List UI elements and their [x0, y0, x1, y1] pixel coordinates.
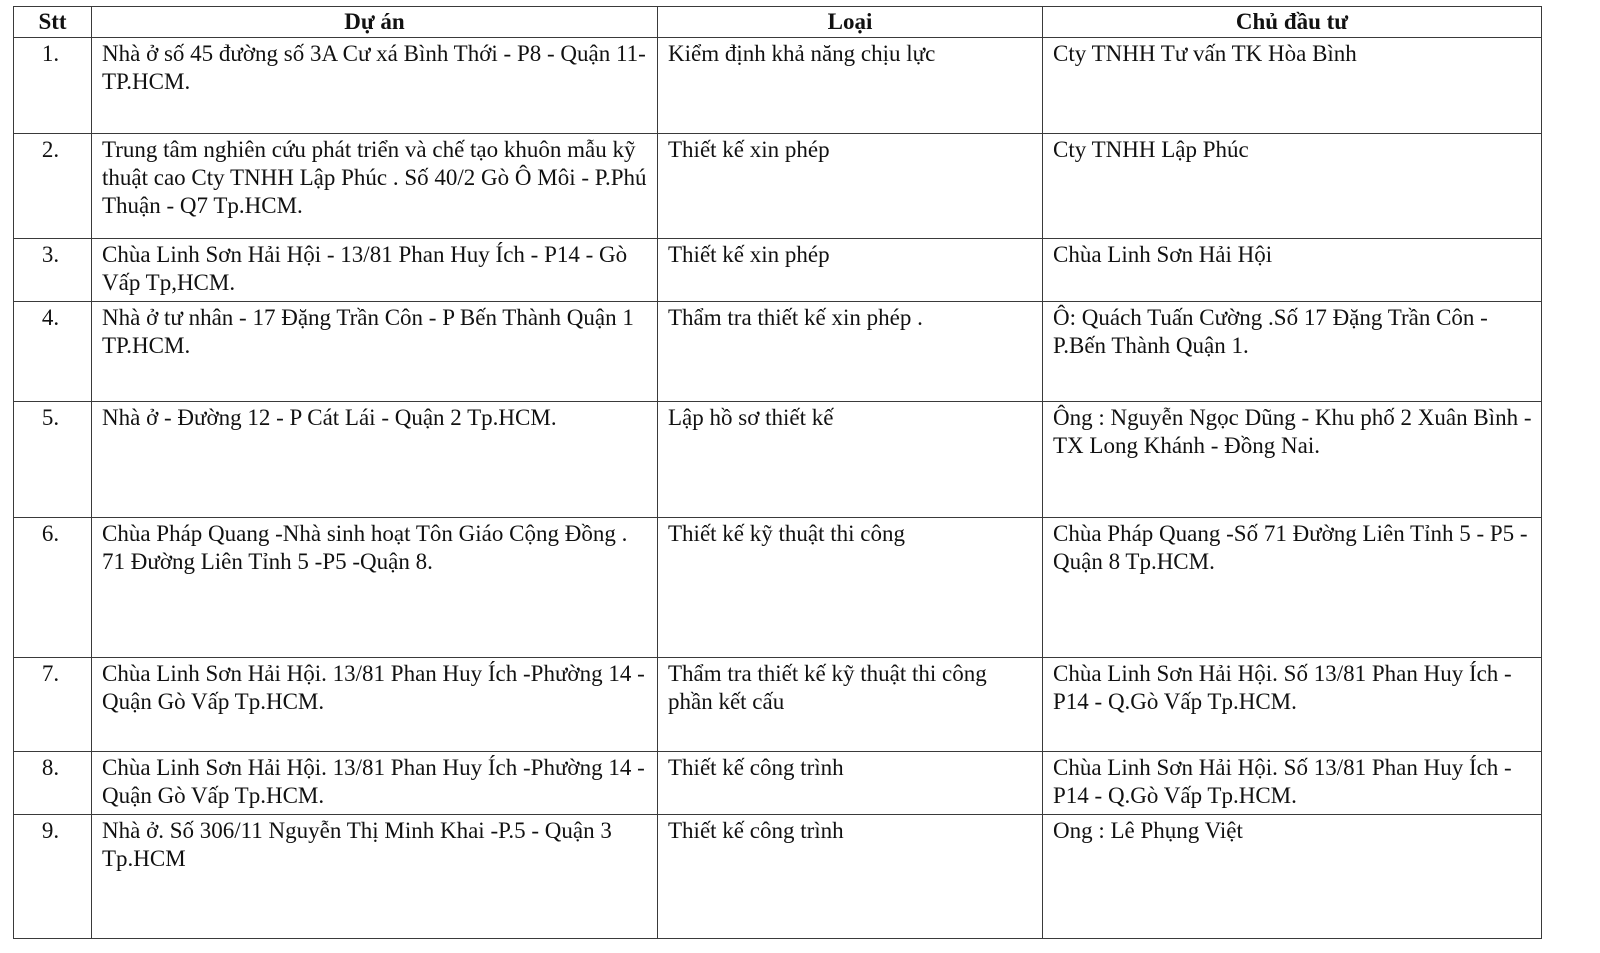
header-du-an: Dự án: [92, 7, 658, 38]
cell-chu-dau-tu: Chùa Pháp Quang -Số 71 Đường Liên Tỉnh 5 - P5 - Quận 8 Tp.HCM.: [1043, 518, 1542, 658]
cell-du-an: Chùa Linh Sơn Hải Hội. 13/81 Phan Huy Ích -Phường 14 - Quận Gò Vấp Tp.HCM.: [92, 752, 658, 815]
table-row: [14, 752, 1542, 815]
cell-chu-dau-tu: Chùa Linh Sơn Hải Hội. Số 13/81 Phan Huy Ích - P14 - Q.Gò Vấp Tp.HCM.: [1043, 658, 1542, 752]
cell-du-an: Nhà ở - Đường 12 - P Cát Lái - Quận 2 Tp.HCM.: [92, 402, 658, 518]
cell-stt: 3.: [14, 239, 92, 302]
cell-loai: Thẩm tra thiết kế xin phép .: [658, 302, 1043, 402]
table-row: [14, 402, 1542, 518]
table-row: [14, 38, 1542, 134]
cell-chu-dau-tu: Chùa Linh Sơn Hải Hội. Số 13/81 Phan Huy Ích - P14 - Q.Gò Vấp Tp.HCM.: [1043, 752, 1542, 815]
projects-table: [13, 6, 1542, 939]
cell-stt: 4.: [14, 302, 92, 402]
cell-chu-dau-tu: Cty TNHH Lập Phúc: [1043, 134, 1542, 239]
cell-du-an: Chùa Pháp Quang -Nhà sinh hoạt Tôn Giáo Cộng Đồng . 71 Đường Liên Tỉnh 5 -P5 -Quận 8.: [92, 518, 658, 658]
cell-stt: 6.: [14, 518, 92, 658]
cell-chu-dau-tu: Cty TNHH Tư vấn TK Hòa Bình: [1043, 38, 1542, 134]
table-header-row: [14, 7, 1542, 38]
table-row: [14, 815, 1542, 939]
cell-du-an: Chùa Linh Sơn Hải Hội - 13/81 Phan Huy Ích - P14 - Gò Vấp Tp,HCM.: [92, 239, 658, 302]
cell-loai: Thiết kế xin phép: [658, 134, 1043, 239]
header-stt: Stt: [14, 7, 92, 38]
cell-du-an: Chùa Linh Sơn Hải Hội. 13/81 Phan Huy Ích -Phường 14 - Quận Gò Vấp Tp.HCM.: [92, 658, 658, 752]
cell-chu-dau-tu: Ô: Quách Tuấn Cường .Số 17 Đặng Trần Côn - P.Bến Thành Quận 1.: [1043, 302, 1542, 402]
table-row: [14, 239, 1542, 302]
table-row: [14, 658, 1542, 752]
cell-stt: 2.: [14, 134, 92, 239]
cell-loai: Kiểm định khả năng chịu lực: [658, 38, 1043, 134]
table-row: [14, 518, 1542, 658]
cell-loai: Thiết kế công trình: [658, 815, 1043, 939]
cell-stt: 5.: [14, 402, 92, 518]
cell-stt: 8.: [14, 752, 92, 815]
cell-du-an: Nhà ở số 45 đường số 3A Cư xá Bình Thới - P8 - Quận 11- TP.HCM.: [92, 38, 658, 134]
cell-stt: 7.: [14, 658, 92, 752]
cell-chu-dau-tu: Chùa Linh Sơn Hải Hội: [1043, 239, 1542, 302]
cell-stt: 1.: [14, 38, 92, 134]
table-row: [14, 134, 1542, 239]
table-row: [14, 302, 1542, 402]
cell-loai: Thiết kế kỹ thuật thi công: [658, 518, 1043, 658]
cell-chu-dau-tu: Ong : Lê Phụng Việt: [1043, 815, 1542, 939]
cell-du-an: Trung tâm nghiên cứu phát triển và chế tạo khuôn mẫu kỹ thuật cao Cty TNHH Lập Phúc . Số 40/2 Gò Ô Môi - P.Phú Thuận - Q7 Tp.HCM.: [92, 134, 658, 239]
cell-loai: Thẩm tra thiết kế kỹ thuật thi công phần kết cấu: [658, 658, 1043, 752]
header-loai: Loại: [658, 7, 1043, 38]
cell-loai: Thiết kế công trình: [658, 752, 1043, 815]
cell-du-an: Nhà ở tư nhân - 17 Đặng Trần Côn - P Bến Thành Quận 1 TP.HCM.: [92, 302, 658, 402]
header-chu-dau-tu: Chủ đầu tư: [1043, 7, 1542, 38]
cell-chu-dau-tu: Ông : Nguyễn Ngọc Dũng - Khu phố 2 Xuân Bình - TX Long Khánh - Đồng Nai.: [1043, 402, 1542, 518]
cell-loai: Thiết kế xin phép: [658, 239, 1043, 302]
cell-du-an: Nhà ở. Số 306/11 Nguyễn Thị Minh Khai -P.5 - Quận 3 Tp.HCM: [92, 815, 658, 939]
cell-stt: 9.: [14, 815, 92, 939]
cell-loai: Lập hồ sơ thiết kế: [658, 402, 1043, 518]
